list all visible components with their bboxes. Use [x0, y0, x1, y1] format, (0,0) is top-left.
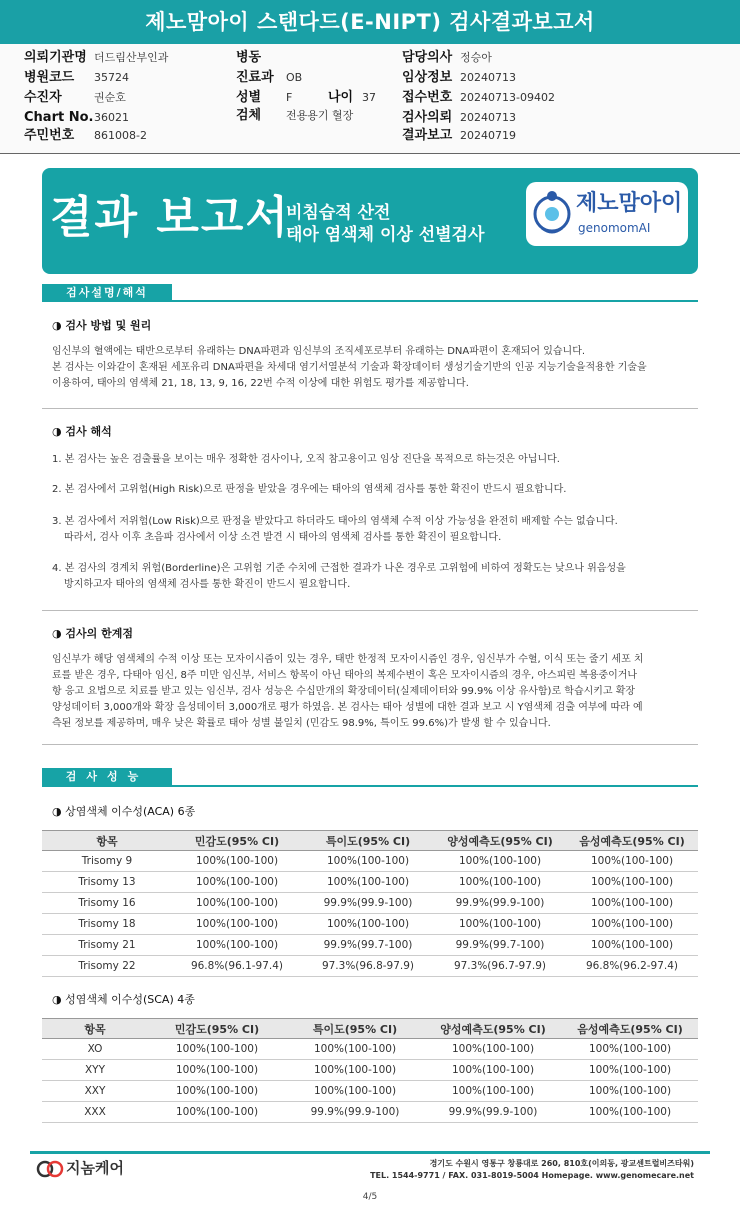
- info-label: 검사의뢰: [402, 110, 453, 125]
- divider: [42, 744, 698, 745]
- section-divider: [42, 785, 698, 787]
- method-heading: ◑ 검사 방법 및 원리: [52, 319, 152, 332]
- company-address: 경기도 수원시 영통구 창룡대로 260, 810호(이의동, 광교센트럴비즈타워): [429, 1159, 694, 1168]
- table-cell: 100%(100-100): [286, 1060, 424, 1081]
- info-label: 주민번호: [24, 128, 75, 143]
- table-cell: 100%(100-100): [302, 851, 434, 872]
- table-cell: 100%(100-100): [562, 1039, 698, 1060]
- sca-table: [42, 1018, 698, 1123]
- column-header: 민감도(95% CI): [172, 831, 302, 851]
- table-cell: 99.9%(99.9-100): [286, 1102, 424, 1123]
- text-line: 4. 본 검사의 경계치 위험(Borderline)은 고위험 기준 수치에 근접한 결과가 나온 경우로 고위험에 비하여 정확도는 낮으나 위음성을: [52, 563, 626, 574]
- text-line: 측된 정보를 제공하며, 매우 낮은 확률로 태아 성별 불일치 (민감도 98.9%, 특이도 99.6%)가 발생 할 수 있습니다.: [52, 718, 551, 729]
- info-label: 나이: [328, 90, 354, 105]
- info-label: 병동: [236, 50, 262, 65]
- banner-subtitle: 태아 염색체 이상 선별검사: [286, 225, 485, 245]
- table-row: [42, 1102, 698, 1123]
- table-cell: 97.3%(96.7-97.9): [434, 956, 566, 977]
- divider: [42, 408, 698, 409]
- info-label: 검체: [236, 108, 262, 123]
- table-cell: 100%(100-100): [566, 914, 698, 935]
- table-cell: 100%(100-100): [424, 1060, 562, 1081]
- company-contact: TEL. 1544-9771 / FAX. 031-8019-5004 Homepage. www.genomecare.net: [370, 1171, 694, 1180]
- footer-divider: [30, 1151, 710, 1154]
- table-cell: 99.9%(99.9-100): [302, 893, 434, 914]
- table-cell: 100%(100-100): [172, 935, 302, 956]
- banner-title: 결과 보고서: [50, 192, 290, 243]
- info-row: [236, 106, 353, 126]
- table-cell: 96.8%(96.2-97.4): [566, 956, 698, 977]
- info-value: 37: [362, 91, 376, 104]
- row-item-name: XXY: [42, 1081, 148, 1102]
- info-value: 20240713: [460, 71, 516, 84]
- info-value: 20240719: [460, 129, 516, 142]
- text-line: 방지하고자 태아의 염색체 검사를 통한 확진이 반드시 필요합니다.: [64, 579, 351, 590]
- table-row: [42, 851, 698, 872]
- info-label: 수진자: [24, 90, 62, 105]
- info-value: 36021: [94, 111, 129, 124]
- table-cell: 99.9%(99.9-100): [424, 1102, 562, 1123]
- row-item-name: Trisomy 16: [42, 893, 172, 914]
- info-row: [24, 68, 129, 88]
- info-row: [402, 48, 492, 68]
- info-label: 성별: [236, 90, 262, 105]
- logo-text-en: genomomAI: [578, 221, 651, 235]
- info-row: [24, 88, 126, 108]
- table-cell: 100%(100-100): [566, 872, 698, 893]
- interpretation-item: [52, 452, 694, 468]
- table-cell: 100%(100-100): [286, 1039, 424, 1060]
- table-cell: 100%(100-100): [148, 1060, 286, 1081]
- result-banner: [42, 168, 698, 274]
- table-header-row: [42, 831, 698, 851]
- row-item-name: Trisomy 18: [42, 914, 172, 935]
- table-cell: 100%(100-100): [566, 893, 698, 914]
- info-label: Chart No.: [24, 110, 94, 125]
- column-header: 양성예측도(95% CI): [424, 1019, 562, 1039]
- divider: [42, 610, 698, 611]
- table-cell: 97.3%(96.8-97.9): [302, 956, 434, 977]
- table-row: [42, 872, 698, 893]
- info-label: 접수번호: [402, 90, 453, 105]
- banner-subtitle: 비침습적 산전: [286, 203, 391, 223]
- table-row: [42, 893, 698, 914]
- text-line: 양성데이터 3,000개와 확장 음성데이터 3,000개로 평가 하였음. 본 검사는 태아 성별에 대한 결과 보고 시 Y염색체 검출 여부에 따라 예: [52, 702, 643, 713]
- row-item-name: Trisomy 9: [42, 851, 172, 872]
- table-cell: 100%(100-100): [172, 872, 302, 893]
- interpretation-item: [52, 514, 694, 546]
- table-row: [42, 956, 698, 977]
- table-cell: 100%(100-100): [172, 893, 302, 914]
- table-cell: 100%(100-100): [302, 914, 434, 935]
- table-cell: 100%(100-100): [566, 935, 698, 956]
- table-cell: 99.9%(99.7-100): [302, 935, 434, 956]
- table-cell: 100%(100-100): [566, 851, 698, 872]
- info-label: 병원코드: [24, 70, 75, 85]
- aca-heading: ◑ 상염색체 이수성(ACA) 6종: [52, 805, 196, 818]
- interpretation-item: [52, 561, 694, 593]
- info-row: [24, 126, 147, 146]
- info-value: 20240713-09402: [460, 91, 555, 104]
- aca-table-body: [42, 851, 698, 977]
- row-item-name: Trisomy 13: [42, 872, 172, 893]
- info-row: [402, 88, 555, 108]
- interpretation-heading: ◑ 검사 해석: [52, 425, 112, 438]
- table-cell: 100%(100-100): [424, 1039, 562, 1060]
- info-value: 더드림산부인과: [94, 51, 169, 64]
- text-line: 항 응고 요법으로 치료를 받고 있는 임신부, 검사 성능은 수십만개의 확장데이터(실제데이터와 99.9% 이상 유사함)로 학습시키고 확장: [52, 686, 636, 697]
- info-row: [24, 108, 129, 128]
- table-cell: 100%(100-100): [562, 1081, 698, 1102]
- row-item-name: XXX: [42, 1102, 148, 1123]
- interpretation-item: [52, 482, 694, 498]
- info-value: OB: [286, 71, 303, 84]
- column-header: 특이도(95% CI): [286, 1019, 424, 1039]
- table-cell: 100%(100-100): [562, 1060, 698, 1081]
- table-cell: 100%(100-100): [148, 1081, 286, 1102]
- aca-table: [42, 830, 698, 977]
- table-cell: 99.9%(99.7-100): [434, 935, 566, 956]
- table-cell: 100%(100-100): [302, 872, 434, 893]
- table-cell: 100%(100-100): [148, 1102, 286, 1123]
- text-line: 3. 본 검사에서 저위험(Low Risk)으로 판정을 받았다고 하더라도 태아의 염색체 수적 이상 가능성을 완전히 배제할 수는 없습니다.: [52, 516, 618, 527]
- sca-table-body: [42, 1039, 698, 1123]
- table-cell: 100%(100-100): [434, 872, 566, 893]
- info-value: 정승아: [460, 51, 492, 64]
- table-cell: 100%(100-100): [434, 851, 566, 872]
- info-row: [402, 126, 516, 146]
- page-number: 4/5: [362, 1192, 378, 1202]
- patient-info: [0, 44, 740, 154]
- mother-baby-icon: [532, 188, 572, 240]
- row-item-name: Trisomy 21: [42, 935, 172, 956]
- info-value: 전용용기 혈장: [286, 109, 354, 122]
- report-title: 제노맘아이 스탠다드(E-NIPT) 검사결과보고서: [0, 0, 740, 44]
- table-cell: 100%(100-100): [172, 914, 302, 935]
- column-header: 음성예측도(95% CI): [566, 831, 698, 851]
- info-row: [402, 108, 516, 128]
- table-cell: 100%(100-100): [286, 1081, 424, 1102]
- text-line: 임신부가 해당 염색체의 수적 이상 또는 모자이시즘이 있는 경우, 태반 한정적 모자이시즘인 경우, 임신부가 수혈, 이식 또는 줄기 세포 치: [52, 654, 644, 665]
- text-line: 임신부의 혈액에는 태반으로부터 유래하는 DNA파편과 임신부의 조직세포로부터 유래하는 DNA파편이 혼재되어 있습니다.: [52, 346, 586, 357]
- table-row: [42, 1060, 698, 1081]
- table-cell: 100%(100-100): [172, 851, 302, 872]
- row-item-name: XYY: [42, 1060, 148, 1081]
- sca-heading: ◑ 성염색체 이수성(SCA) 4종: [52, 993, 195, 1006]
- table-row: [42, 914, 698, 935]
- table-cell: 99.9%(99.9-100): [434, 893, 566, 914]
- column-header: 민감도(95% CI): [148, 1019, 286, 1039]
- info-row: [236, 48, 286, 68]
- info-label: 의뢰기관명: [24, 50, 87, 65]
- info-label: 임상정보: [402, 70, 453, 85]
- column-header: 양성예측도(95% CI): [434, 831, 566, 851]
- info-value: F: [286, 91, 293, 104]
- info-value: 권순호: [94, 91, 126, 104]
- limitation-text: [52, 652, 694, 732]
- text-line: 따라서, 검사 이후 초음파 검사에서 이상 소견 발견 시 태아의 염색체 검사를 통한 확진이 필요합니다.: [64, 532, 502, 543]
- column-header: 음성예측도(95% CI): [562, 1019, 698, 1039]
- column-header: 항목: [42, 831, 172, 851]
- column-header: 특이도(95% CI): [302, 831, 434, 851]
- info-row: [236, 68, 302, 88]
- table-cell: 100%(100-100): [562, 1102, 698, 1123]
- text-line: 2. 본 검사에서 고위험(High Risk)으로 판정을 받았을 경우에는 태아의 염색체 검사를 통한 확진이 반드시 필요합니다.: [52, 484, 567, 495]
- table-cell: 100%(100-100): [434, 914, 566, 935]
- table-cell: 100%(100-100): [424, 1081, 562, 1102]
- info-row: [24, 48, 168, 68]
- company-name: 지놈케어: [66, 1159, 124, 1177]
- section-divider: [42, 300, 698, 302]
- table-row: [42, 1081, 698, 1102]
- info-label: 진료과: [236, 70, 274, 85]
- section-tab-explanation: 검사설명/해석: [42, 284, 172, 302]
- section-tab-performance: 검사성능: [42, 768, 172, 786]
- row-item-name: XO: [42, 1039, 148, 1060]
- info-value: 861008-2: [94, 129, 147, 142]
- info-value: 35724: [94, 71, 129, 84]
- text-line: 본 검사는 이와같이 혼재된 세포유리 DNA파편을 차세대 염기서열분석 기술과 확장데이터 생성기술기반의 인공 지능기술을적용한 기술을: [52, 362, 647, 373]
- limitation-heading: ◑ 검사의 한계점: [52, 627, 134, 640]
- genomom-logo: [526, 182, 688, 246]
- text-line: 료를 받은 경우, 다태아 임신, 8주 미만 임신부, 서비스 항목이 아닌 태아의 복제수변이 혹은 모자이시즘의 경우, 아스피린 복용중이거나: [52, 670, 638, 681]
- table-row: [42, 1039, 698, 1060]
- logo-text-kr: 제노맘아이: [576, 191, 683, 216]
- info-row: [236, 88, 292, 108]
- row-item-name: Trisomy 22: [42, 956, 172, 977]
- table-header-row: [42, 1019, 698, 1039]
- info-label: 담당의사: [402, 50, 453, 65]
- text-line: 1. 본 검사는 높은 검출률을 보이는 매우 정확한 검사이나, 오직 참고용이고 임상 진단을 목적으로 하는것은 아닙니다.: [52, 454, 560, 465]
- method-text: [52, 344, 694, 392]
- table-row: [42, 935, 698, 956]
- text-line: 이용하여, 태아의 염색체 21, 18, 13, 9, 16, 22번 수적 이상에 대한 위험도 평가를 제공합니다.: [52, 378, 469, 389]
- info-value: 20240713: [460, 111, 516, 124]
- info-row: [402, 68, 516, 88]
- genomecare-logo-icon: [36, 1160, 64, 1178]
- info-row: [328, 88, 376, 108]
- info-label: 결과보고: [402, 128, 453, 143]
- column-header: 항목: [42, 1019, 148, 1039]
- table-cell: 96.8%(96.1-97.4): [172, 956, 302, 977]
- table-cell: 100%(100-100): [148, 1039, 286, 1060]
